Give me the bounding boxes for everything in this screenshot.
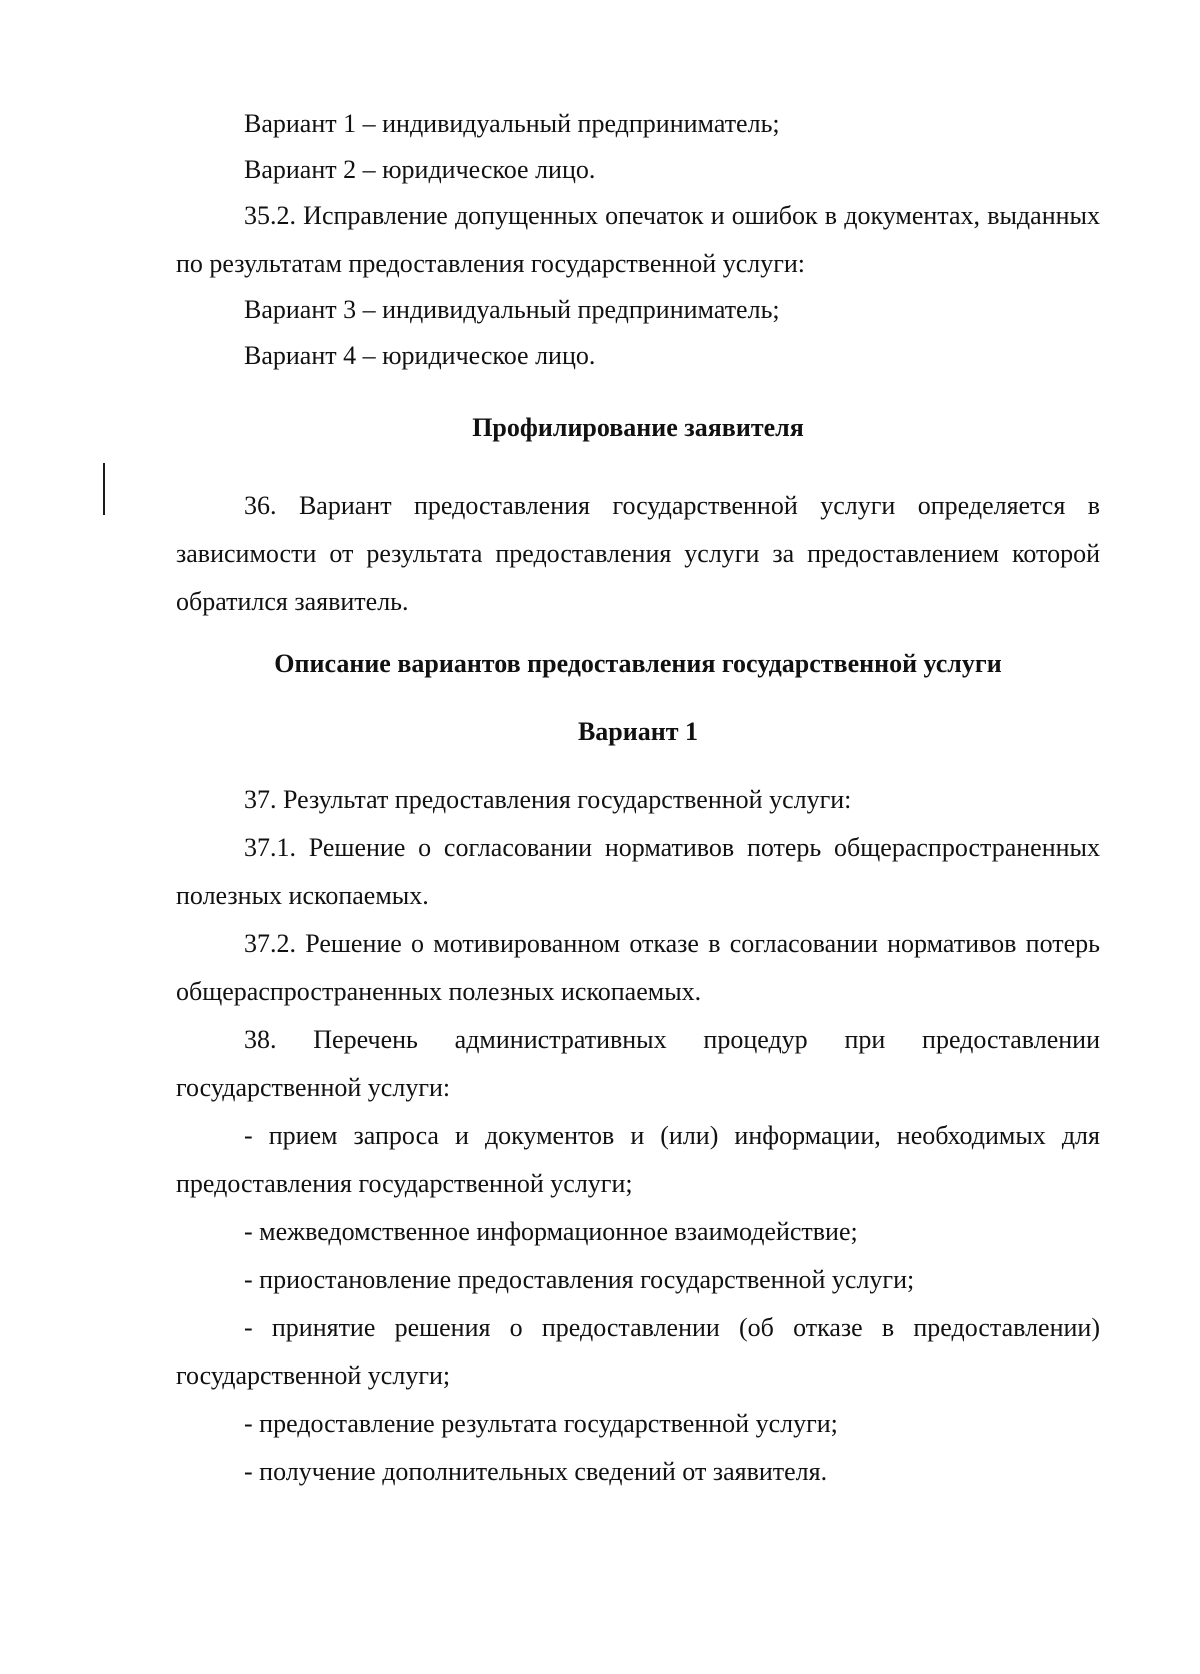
margin-revision-bar: [103, 463, 105, 515]
profiling-heading-block: [176, 404, 1100, 452]
paragraph-36-block: [176, 482, 1100, 626]
heading-variant-1: Вариант 1: [577, 717, 699, 746]
paragraph-37-2: 37.2. Решение о мотивированном отказе в согласовании нормативов потерь общераспространенных полезных ископаемых.: [176, 929, 1100, 1006]
variants-block: [176, 100, 1100, 380]
description-heading-block: [176, 640, 1100, 688]
results-block: [176, 776, 1100, 1496]
variant1-heading-block: [176, 708, 1100, 756]
list-item: - приостановление предоставления государственной услуги;: [244, 1265, 915, 1294]
list-item: - получение дополнительных сведений от заявителя.: [244, 1457, 828, 1486]
variant-1-line: Вариант 1 – индивидуальный предприниматель;: [244, 109, 780, 138]
list-item: - межведомственное информационное взаимодействие;: [244, 1217, 858, 1246]
paragraph-37-1: 37.1. Решение о согласовании нормативов потерь общераспространенных полезных ископаемых.: [176, 833, 1100, 910]
paragraph-35-2: 35.2. Исправление допущенных опечаток и ошибок в документах, выданных по результатам предоставления государственной услуги:: [176, 201, 1100, 278]
paragraph-37: 37. Результат предоставления государственной услуги:: [244, 785, 852, 814]
heading-description: Описание вариантов предоставления государственной услуги: [274, 649, 1002, 678]
paragraph-38: 38. Перечень административных процедур при предоставлении государственной услуги:: [176, 1025, 1100, 1102]
list-item: - прием запроса и документов и (или) информации, необходимых для предоставления государственной услуги;: [176, 1121, 1100, 1198]
variant-3-line: Вариант 3 – индивидуальный предприниматель;: [244, 295, 780, 324]
variant-2-line: Вариант 2 – юридическое лицо.: [244, 155, 596, 184]
list-item: - предоставление результата государственной услуги;: [244, 1409, 838, 1438]
heading-profiling: Профилирование заявителя: [472, 413, 804, 442]
list-item: - принятие решения о предоставлении (об отказе в предоставлении) государственной услуги;: [176, 1313, 1100, 1390]
variant-4-line: Вариант 4 – юридическое лицо.: [244, 341, 596, 370]
paragraph-36: 36. Вариант предоставления государственной услуги определяется в зависимости от результата предоставления услуги за предоставлением которой обратился заявитель.: [176, 491, 1100, 616]
